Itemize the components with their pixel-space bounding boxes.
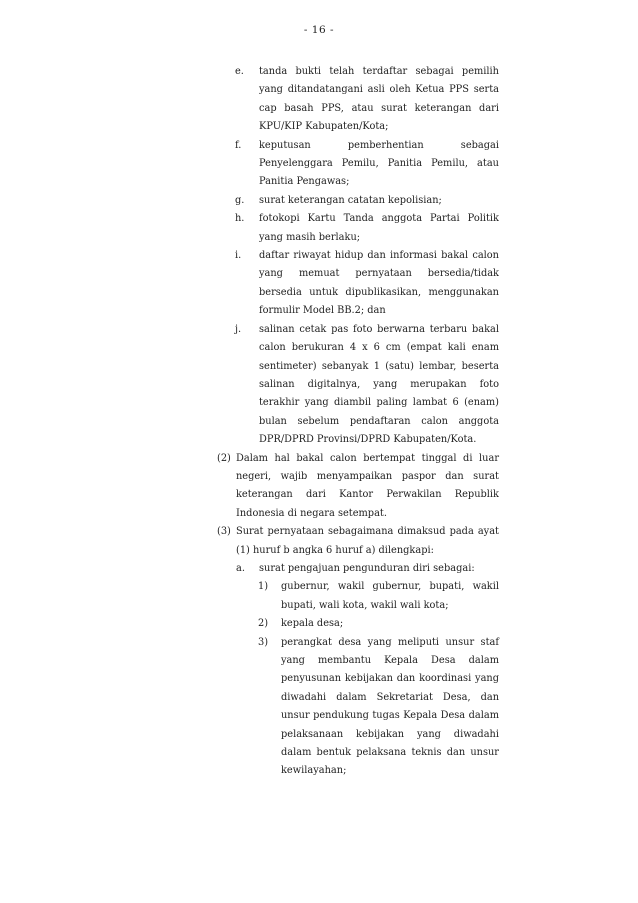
- list-label: a.: [236, 562, 245, 574]
- document-body: [0, 63, 638, 781]
- sub-item-text: kepala desa;: [281, 618, 344, 630]
- paragraph-label: (3): [217, 526, 231, 538]
- list-item-e: [235, 63, 499, 137]
- sub-item-label: 2): [258, 618, 269, 630]
- list-item-i: [235, 247, 499, 321]
- list-label: f.: [235, 139, 242, 151]
- list-item-a: [236, 560, 499, 578]
- sub-item-text: perangkat desa yang meliputi unsur staf yang membantu Kepala Desa dalam penyusunan kebijakan dan koordinasi yang diwadahi dalam Sekretariat Desa, dan unsur pendukung tugas Kepala Desa dalam pelaksanaan kebijakan yang diwadahi dalam bentuk pelaksana teknis dan unsur kewilayahan;: [281, 636, 499, 777]
- paragraph-text: Surat pernyataan sebagaimana dimaksud pada ayat (1) huruf b angka 6 huruf a) dilengkapi:: [236, 526, 499, 556]
- list-text: keputusan pemberhentian sebagai Penyelenggara Pemilu, Panitia Pemilu, atau Panitia Pengawas;: [259, 139, 499, 188]
- sub-item-3: [258, 634, 499, 781]
- list-label: h.: [235, 213, 245, 225]
- sub-item-1: [258, 578, 499, 615]
- list-label: e.: [235, 66, 244, 77]
- paragraph-2: [217, 450, 499, 524]
- list-text: surat keterangan catatan kepolisian;: [259, 194, 442, 206]
- list-item-f: [235, 137, 499, 192]
- list-item-g: [235, 192, 499, 210]
- list-label: i.: [235, 250, 242, 262]
- paragraph-label: (2): [217, 452, 231, 464]
- list-text: daftar riwayat hidup dan informasi bakal calon yang memuat pernyataan bersedia/tidak bersedia untuk dipublikasikan, menggunakan formulir Model BB.2; dan: [259, 250, 499, 317]
- list-item-j: [235, 321, 499, 450]
- list-text: salinan cetak pas foto berwarna terbaru bakal calon berukuran 4 x 6 cm (empat kali enam sentimeter) sebanyak 1 (satu) lembar, beserta salinan digitalnya, yang merupakan foto terakhir yang diambil paling lambat 6 (enam) bulan sebelum pendaftaran calon anggota DPR/DPRD Provinsi/DPRD Kabupaten/Kota.: [259, 323, 499, 446]
- list-text: fotokopi Kartu Tanda anggota Partai Politik yang masih berlaku;: [259, 213, 499, 243]
- list-label: j.: [235, 323, 242, 335]
- page-number: - 16 -: [303, 24, 335, 36]
- list-text: surat pengajuan pengunduran diri sebagai:: [259, 562, 475, 574]
- sub-item-label: 3): [258, 636, 269, 648]
- sub-item-label: 1): [258, 581, 269, 593]
- paragraph-3: [217, 523, 499, 560]
- list-text: tanda bukti telah terdaftar sebagai pemilih yang ditandatangani asli oleh Ketua PPS serta cap basah PPS, atau surat keterangan dari KPU/KIP Kabupaten/Kota;: [259, 66, 499, 133]
- list-label: g.: [235, 194, 245, 206]
- sub-item-2: [258, 615, 499, 633]
- sub-item-text: gubernur, wakil gubernur, bupati, wakil bupati, wali kota, wakil wali kota;: [281, 581, 499, 611]
- paragraph-text: Dalam hal bakal calon bertempat tinggal di luar negeri, wajib menyampaikan paspor dan surat keterangan dari Kantor Perwakilan Republik Indonesia di negara setempat.: [236, 452, 499, 519]
- list-item-h: [235, 210, 499, 247]
